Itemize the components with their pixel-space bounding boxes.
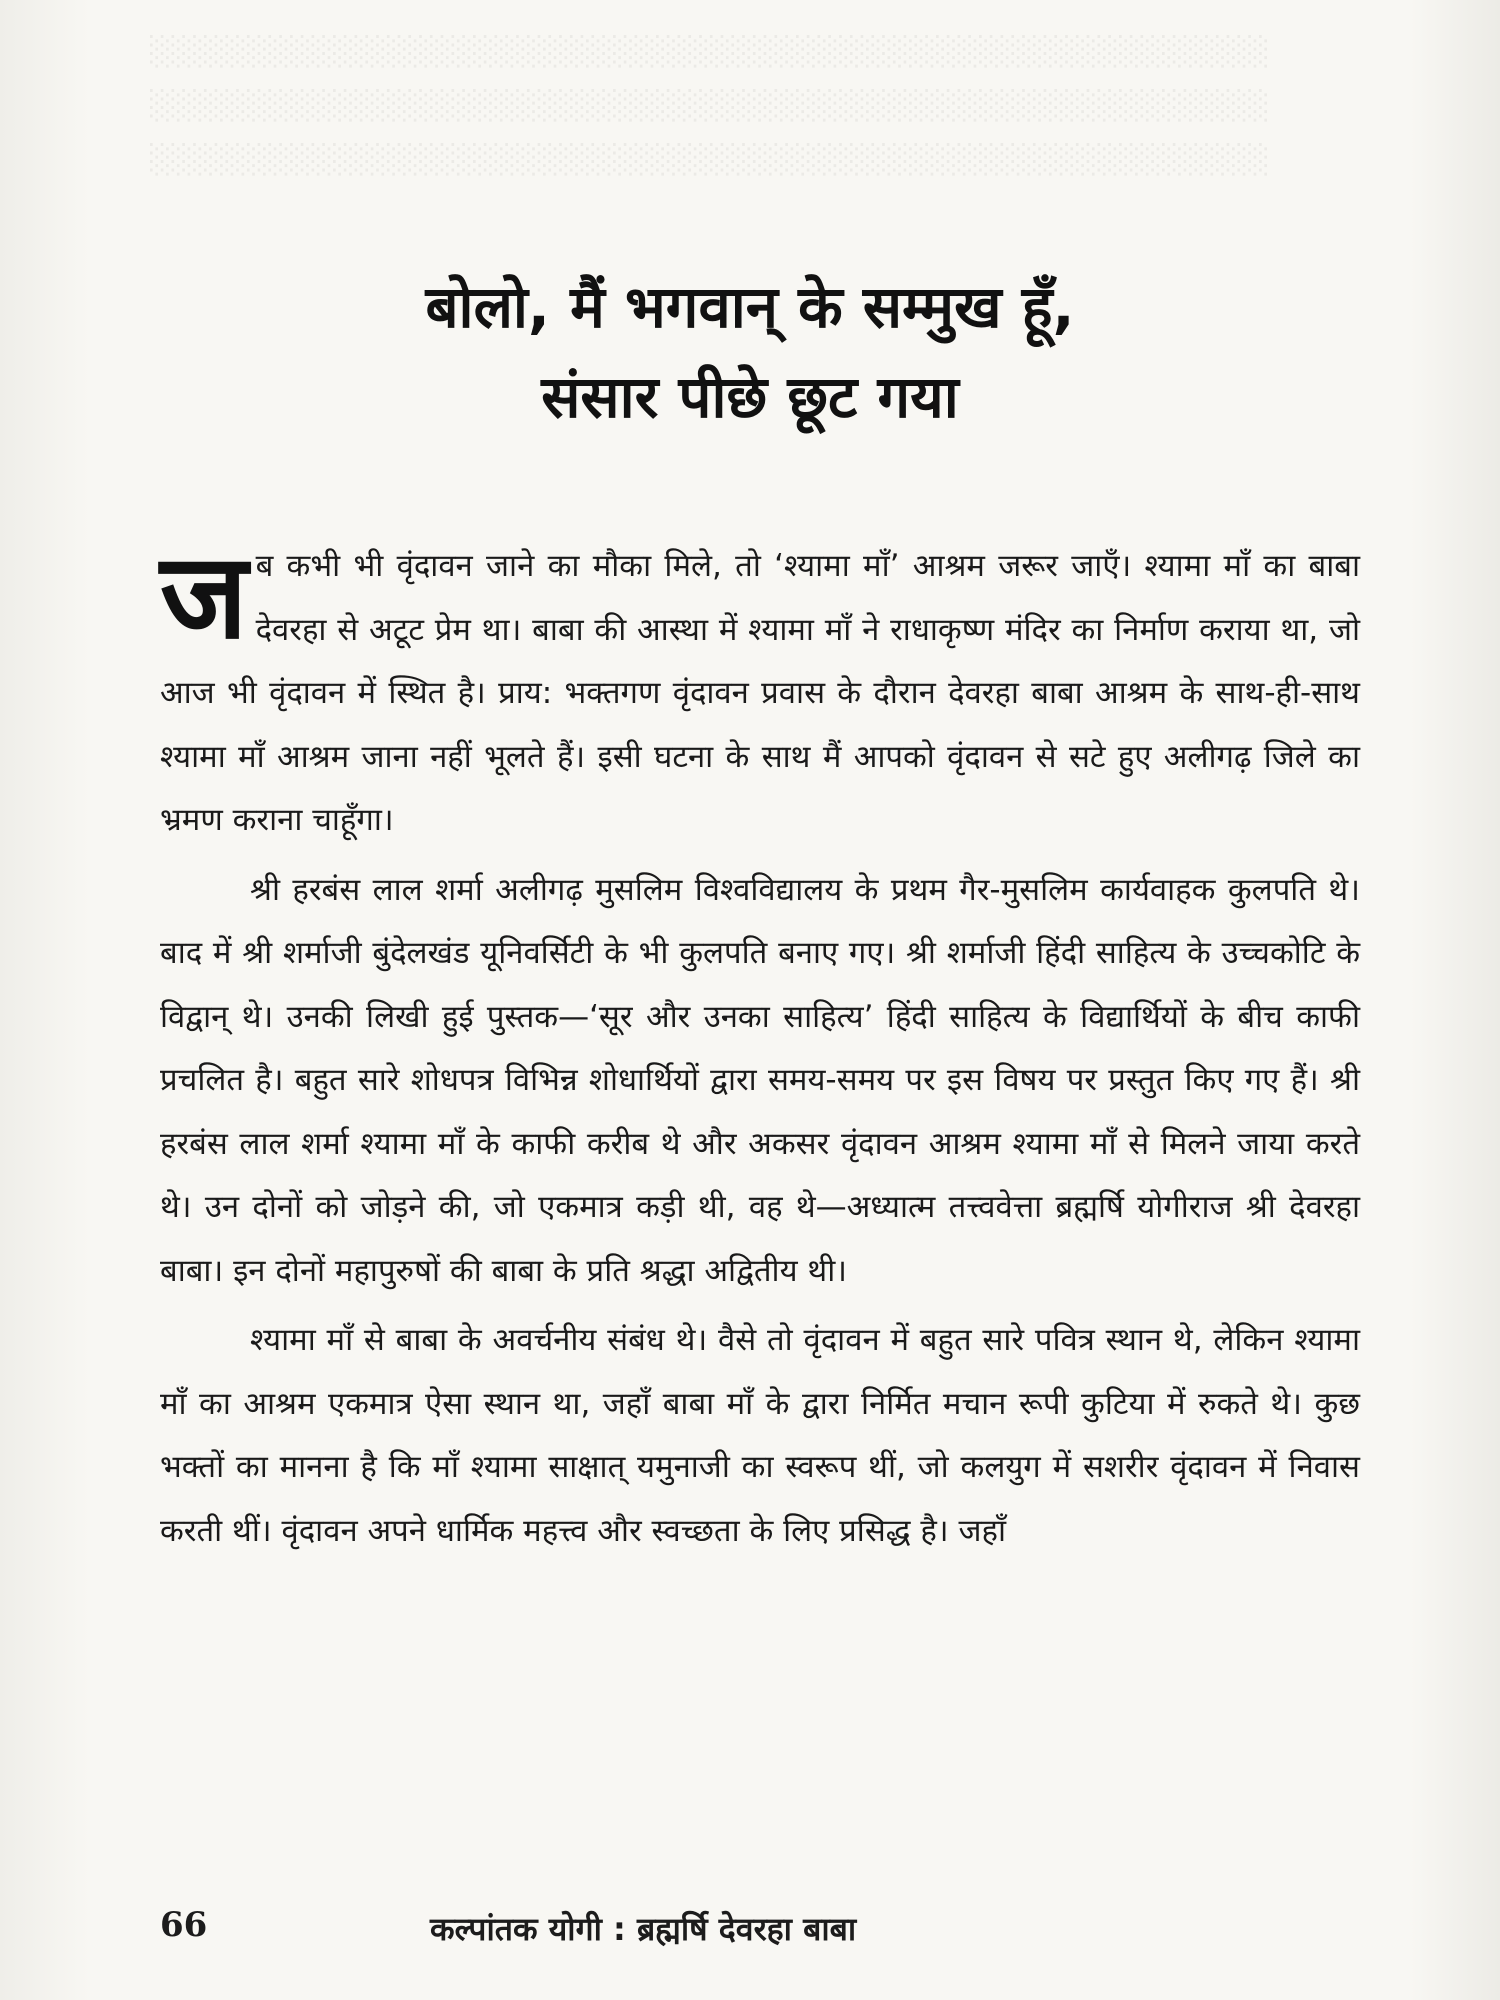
chapter-title-line-2: संसार पीछे छूट गया bbox=[541, 363, 959, 431]
bleed-through-text: ░░░░░░░░░░░░░░░░░░░░░░░░░░░░░░░░░░░░░░░░░░░░░░░░░░░░ ░░░░░░░░░░░░░░░░░░░░░░░░░░░░░░░░░░░░░░░░░░░░░░░░░░░░ ░░░░░░░░░░░░░░░░░░░░░░░░░░░░░░░░░░░░░░░░░░░░░░░░░░░░ bbox=[150, 35, 1270, 176]
chapter-title-line-1: बोलो, मैं भगवान् के सम्मुख हूँ, bbox=[425, 273, 1075, 341]
paragraph-3: श्यामा माँ से बाबा के अवर्चनीय संबंध थे। वैसे तो वृंदावन में बहुत सारे पवित्र स्थान थे, लेकिन श्यामा माँ का आश्रम एकमात्र ऐसा स्थान था, जहाँ बाबा माँ के द्वारा निर्मित मचान रूपी कुटिया में रुकते थे। कुछ भक्तों का मानना है कि माँ श्यामा साक्षात् यमुनाजी का स्वरूप थीं, जो कलयुग में सशरीर वृंदावन में निवास करती थीं। वृंदावन अपने धार्मिक महत्त्व और स्वच्छता के लिए प्रसिद्ध है। जहाँ bbox=[160, 1322, 1360, 1549]
paragraph-2: श्री हरबंस लाल शर्मा अलीगढ़ मुसलिम विश्वविद्यालय के प्रथम गैर-मुसलिम कार्यवाहक कुलपति थे। बाद में श्री शर्माजी बुंदेलखंड यूनिवर्सिटी के भी कुलपति बनाए गए। श्री शर्माजी हिंदी साहित्य के उच्चकोटि के विद्वान् थे। उनकी लिखी हुई पुस्तक—‘सूर और उनका साहित्य’ हिंदी साहित्य के विद्यार्थियों के बीच काफी प्रचलित है। बहुत सारे शोधपत्र विभिन्न शोधार्थियों द्वारा समय-समय पर इस विषय पर प्रस्तुत किए गए हैं। श्री हरबंस लाल शर्मा श्यामा माँ के काफी करीब थे और अकसर वृंदावन आश्रम श्यामा माँ से मिलने जाया करते थे। उन दोनों को जोड़ने की, जो एकमात्र कड़ी थी, वह थे—अध्यात्म तत्त्ववेत्ता ब्रह्मर्षि योगीराज श्री देवरहा बाबा। इन दोनों महापुरुषों की बाबा के प्रति श्रद्धा अद्वितीय थी। bbox=[160, 871, 1360, 1289]
paragraph-1 bbox=[160, 527, 1360, 853]
chapter-title bbox=[150, 262, 1350, 442]
running-title: कल्पांतक योगी : ब्रह्मर्षि देवरहा बाबा bbox=[430, 1910, 857, 1948]
chapter-body bbox=[160, 527, 1360, 1563]
page-number: 66 bbox=[160, 1905, 208, 1945]
paragraph-1-text: ब कभी भी वृंदावन जाने का मौका मिले, तो ‘श्यामा माँ’ आश्रम जरूर जाएँ। श्यामा माँ का बाबा देवरहा से अटूट प्रेम था। बाबा की आस्था में श्यामा माँ ने राधाकृष्ण मंदिर का निर्माण कराया था, जो आज भी वृंदावन में स्थित है। प्राय: भक्तगण वृंदावन प्रवास के दौरान देवरहा बाबा आश्रम के साथ-ही-साथ श्यामा माँ आश्रम जाना नहीं भूलते हैं। इसी घटना के साथ मैं आपको वृंदावन से सटे हुए अलीगढ़ जिले का भ्रमण कराना चाहूँगा। bbox=[160, 548, 1360, 838]
drop-cap: ज bbox=[160, 527, 248, 665]
page-footer bbox=[160, 1905, 1360, 1955]
